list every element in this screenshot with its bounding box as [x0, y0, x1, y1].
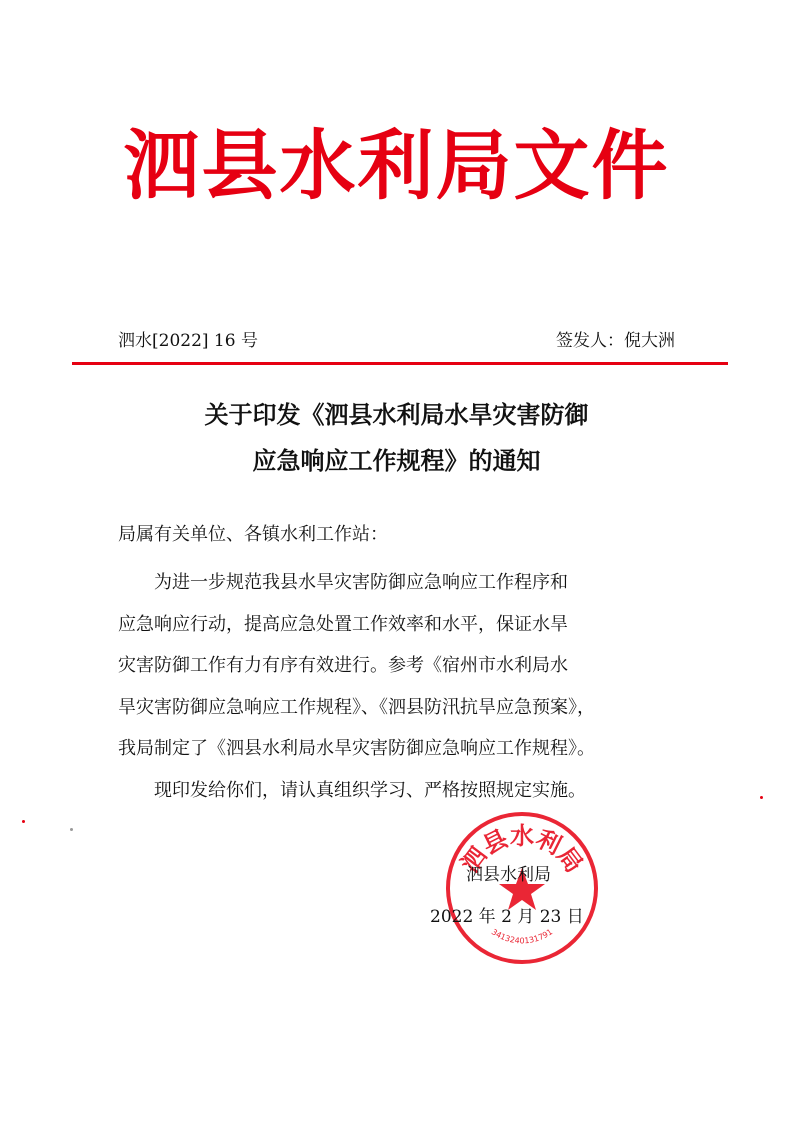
issue-date: 2022 年 2 月 23 日 — [430, 907, 584, 927]
body-line: 旱灾害防御应急响应工作规程》、《泗县防汛抗旱应急预案》， — [118, 696, 595, 718]
header-divider — [72, 362, 728, 365]
scan-speck — [760, 796, 763, 799]
official-seal — [444, 810, 600, 966]
body-line: 为进一步规范我县水旱灾害防御应急响应工作程序和 — [154, 572, 568, 593]
seal-name: 泗县水利局 — [455, 822, 589, 878]
document-title — [0, 392, 793, 484]
document-masthead: 泗县水利局文件 — [123, 121, 670, 210]
scan-speck — [22, 820, 25, 823]
body-line: 我局制定了《泗县水利局水旱灾害防御应急响应工作规程》。 — [118, 738, 595, 759]
title-line-1: 关于印发《泗县水利局水旱灾害防御 — [204, 401, 589, 429]
issuer-name: 泗县水利局 — [466, 865, 551, 885]
body-line: 现印发给你们，请认真组织学习、严格按照规定实施。 — [154, 779, 586, 801]
title-line-2: 应急响应工作规程》的通知 — [252, 447, 541, 475]
body-line: 灾害防御工作有力有序有效进行。参考《宿州市水利局水 — [118, 655, 568, 676]
body-line: 应急响应行动，提高应急处置工作效率和水平，保证水旱 — [118, 613, 568, 635]
salutation: 局属有关单位、各镇水利工作站： — [118, 524, 388, 545]
scan-speck — [70, 828, 73, 831]
seal-code: 3413240131791 — [489, 927, 555, 946]
document-number: 泗水[2022] 16 号 — [118, 331, 258, 351]
body-text — [118, 562, 688, 811]
signer: 签发人：倪大洲 — [556, 331, 675, 351]
